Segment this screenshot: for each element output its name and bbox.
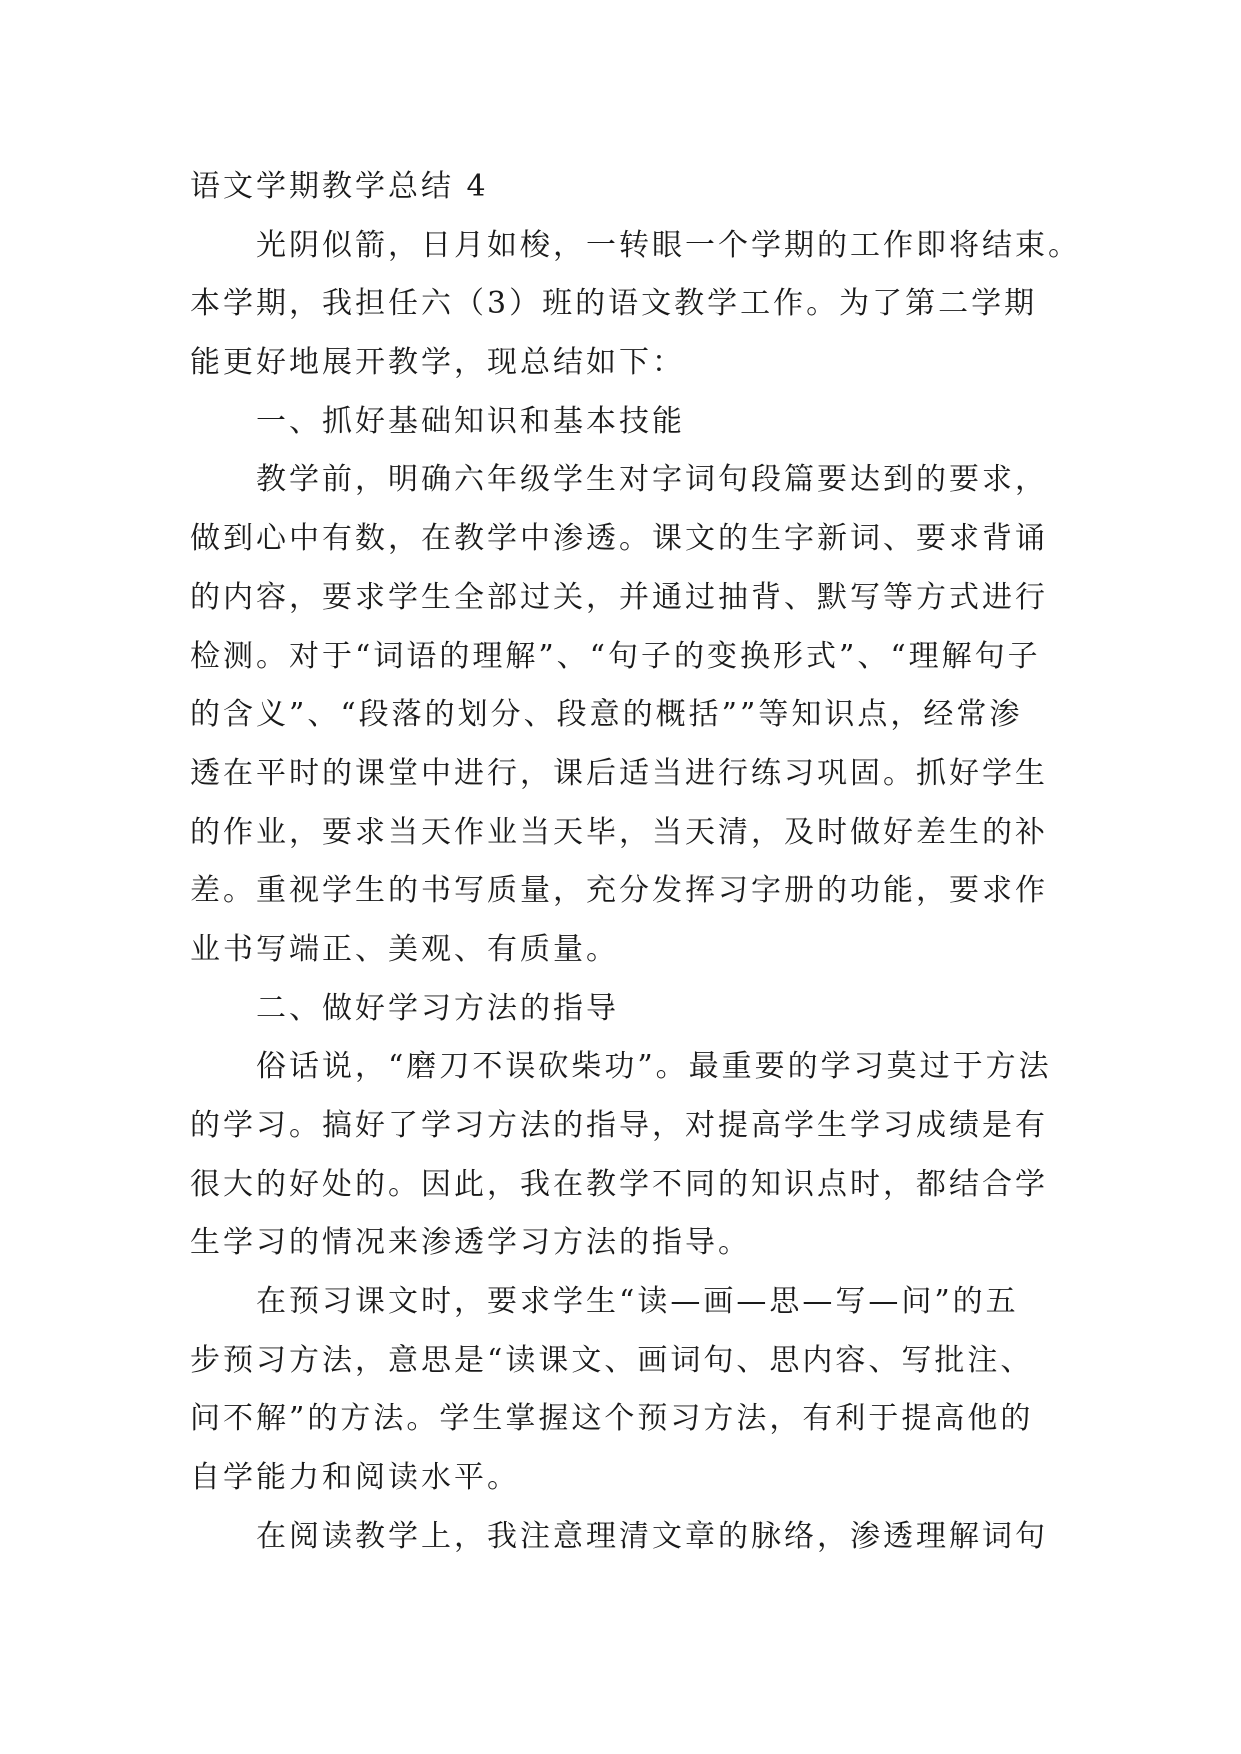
paragraph-line: 检测。对于“词语的理解”、“句子的变换形式”、“理解句子 [190, 638, 1041, 674]
paragraph-line: 的学习。搞好了学习方法的指导，对提高学生学习成绩是有 [190, 1108, 1048, 1143]
document-title: 语文学期教学总结 4 [190, 169, 489, 204]
paragraph-line: 很大的好处的。因此，我在教学不同的知识点时，都结合学 [190, 1166, 1048, 1202]
paragraph-line: 本学期，我担任六（3）班的语文教学工作。为了第二学期 [190, 286, 1038, 322]
paragraph-line: 在阅读教学上，我注意理清文章的脉络，渗透理解词句 [256, 1518, 1048, 1554]
section-heading: 二、做好学习方法的指导 [256, 990, 619, 1026]
paragraph-line: 差。重视学生的书写质量，充分发挥习字册的功能，要求作 [190, 873, 1048, 909]
paragraph-line: 生学习的情况来渗透学习方法的指导。 [190, 1225, 751, 1261]
paragraph-line: 的内容，要求学生全部过关，并通过抽背、默写等方式进行 [190, 579, 1048, 615]
paragraph-line: 步预习方法，意思是“读课文、画词句、思内容、写批注、 [190, 1342, 1034, 1378]
paragraph-line: 自学能力和阅读水平。 [190, 1460, 520, 1496]
document-body [190, 158, 1081, 1567]
paragraph-line: 光阴似箭，日月如梭，一转眼一个学期的工作即将结束。 [256, 227, 1081, 263]
paragraph-line: 做到心中有数，在教学中渗透。课文的生字新词、要求背诵 [190, 521, 1048, 557]
paragraph-line: 俗话说，“磨刀不误砍柴功”。最重要的学习莫过于方法 [256, 1049, 1052, 1085]
paragraph-line: 透在平时的课堂中进行，课后适当进行练习巩固。抓好学生 [190, 755, 1048, 791]
paragraph-line: 的含义”、“段落的划分、段意的概括””等知识点，经常渗 [190, 697, 1023, 733]
paragraph-line: 在预习课文时，要求学生“读—画—思—写—问”的五 [256, 1284, 1019, 1320]
paragraph-line: 的作业，要求当天作业当天毕，当天清，及时做好差生的补 [190, 814, 1048, 850]
paragraph-line: 问不解”的方法。学生掌握这个预习方法，有利于提高他的 [190, 1401, 1034, 1437]
paragraph-line: 业书写端正、美观、有质量。 [190, 931, 619, 967]
paragraph-line: 能更好地展开教学，现总结如下： [190, 345, 685, 381]
section-heading: 一、抓好基础知识和基本技能 [256, 403, 685, 439]
paragraph-line: 教学前，明确六年级学生对字词句段篇要达到的要求， [256, 462, 1048, 498]
